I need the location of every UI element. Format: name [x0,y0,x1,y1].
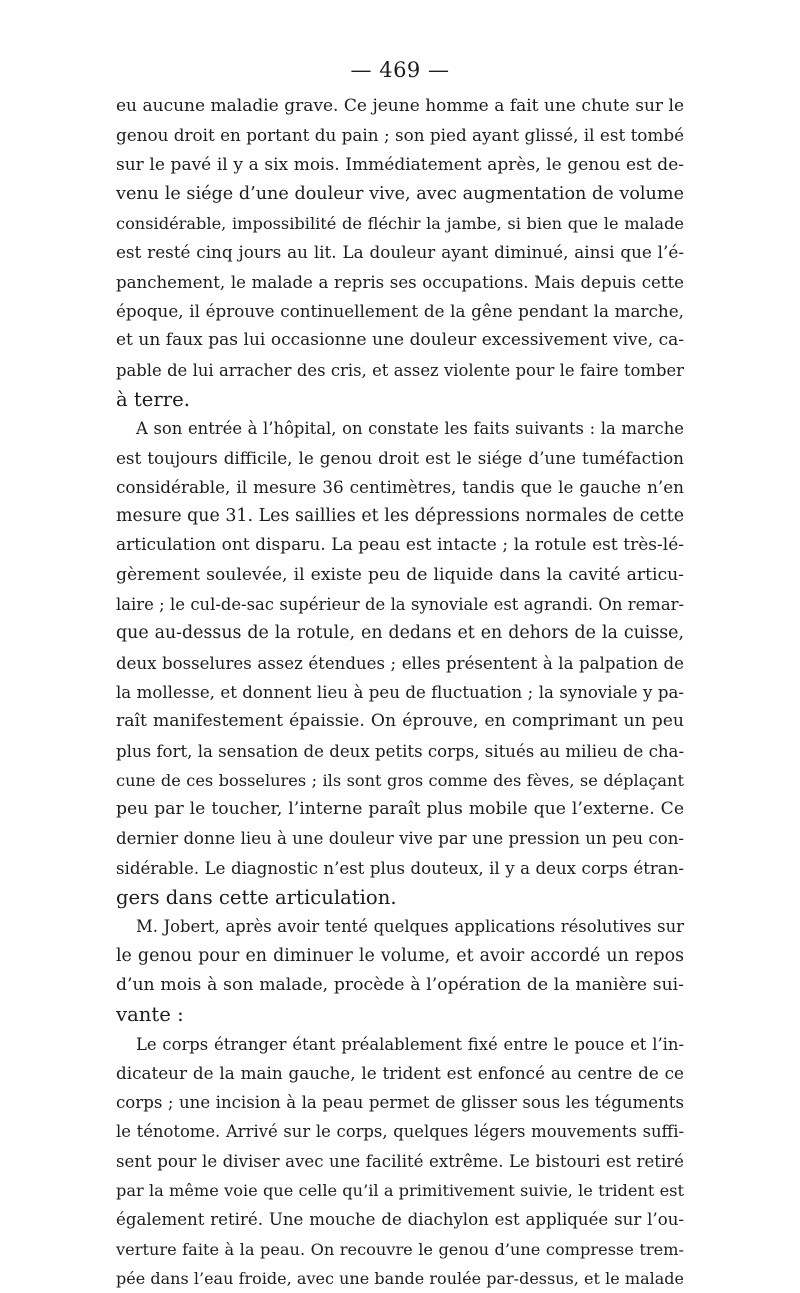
text-line: verture faite à la peau. On recouvre le genou d’une compresse trem- [116,1239,684,1259]
text-line: à terre. [116,387,190,411]
text-line: et un faux pas lui occasionne une douleur excessivement vive, ca- [116,330,684,351]
text-line: venu le siége d’une douleur vive, avec augmentation de volume [116,183,684,204]
text-line: Le corps étranger étant préalablement fixé entre le pouce et l’in- [136,1034,684,1054]
text-line: gers dans cette articulation. [116,886,397,910]
text-line: sent pour le diviser avec une facilité extrême. Le bistouri est retiré [116,1151,684,1171]
text-line: la mollesse, et donnent lieu à peu de fluctuation ; la synoviale y pa- [116,682,684,702]
text-line: également retiré. Une mouche de diachylon est appliquée sur l’ou- [116,1210,684,1230]
text-line: considérable, impossibilité de fléchir la jambe, si bien que le malade [116,214,684,234]
text-line: le ténotome. Arrivé sur le corps, quelques légers mouvements suffi- [116,1122,684,1142]
text-line: mesure que 31. Les saillies et les dépressions normales de cette [116,506,684,527]
text-line: peu par le toucher, l’interne paraît plus mobile que l’externe. Ce [116,799,684,820]
text-line: raît manifestement épaissie. On éprouve, en comprimant un peu [116,711,684,732]
text-line: pable de lui arracher des cris, et assez violente pour le faire tomber [116,360,684,380]
text-line: d’un mois à son malade, procède à l’opération de la manière sui- [116,974,684,995]
text-line: vante : [116,1003,184,1027]
text-line: laire ; le cul-de-sac supérieur de la synoviale est agrandi. On remar- [116,595,684,615]
text-line: corps ; une incision à la peau permet de glisser sous les téguments [116,1093,684,1113]
text-line: genou droit en portant du pain ; son pied ayant glissé, il est tombé [116,125,684,146]
text-line: le genou pour en diminuer le volume, et avoir accordé un repos [116,945,684,966]
text-line: que au-dessus de la rotule, en dedans et en dehors de la cuisse, [116,623,684,644]
text-line: sur le pavé il y a six mois. Immédiatement après, le genou est de- [116,154,684,175]
text-line: plus fort, la sensation de deux petits corps, situés au milieu de cha- [116,741,685,761]
text-line: par la même voie que celle qu’il a primitivement suivie, le trident est [116,1180,684,1200]
text-line: dernier donne lieu à une douleur vive par une pression un peu con- [116,829,684,849]
text-line: considérable, il mesure 36 centimètres, tandis que le gauche n’en [116,476,684,497]
text-line: est resté cinq jours au lit. La douleur ayant diminué, ainsi que l’é- [116,242,684,263]
text-line: eu aucune maladie grave. Ce jeune homme a fait une chute sur le [116,96,684,116]
text-line: panchement, le malade a repris ses occupations. Mais depuis cette [116,272,684,292]
text-line: est toujours difficile, le genou droit est le siége d’une tuméfaction [116,447,684,468]
text-line: deux bosselures assez étendues ; elles présentent à la palpation de [116,653,684,673]
text-line: articulation ont disparu. La peau est intacte ; la rotule est très-lé- [116,535,684,556]
body-text [116,92,684,1293]
text-line: dicateur de la main gauche, le trident est enfoncé au centre de ce [116,1062,684,1083]
page-number: — 469 — [350,58,450,82]
text-line: M. Jobert, après avoir tenté quelques applications résolutives sur [136,917,684,937]
text-line: sidérable. Le diagnostic n’est plus douteux, il y a deux corps étran- [116,858,684,878]
text-line: cune de ces bosselures ; ils sont gros comme des fèves, se déplaçant [116,770,684,790]
text-line: époque, il éprouve continuellement de la gêne pendant la marche, [116,301,684,322]
text-line: pée dans l’eau froide, avec une bande roulée par-dessus, et le malade [116,1268,684,1288]
text-line: gèrement soulevée, il existe peu de liquide dans la cavité articu- [116,564,684,585]
text-line: A son entrée à l’hôpital, on constate les faits suivants : la marche [136,419,684,439]
